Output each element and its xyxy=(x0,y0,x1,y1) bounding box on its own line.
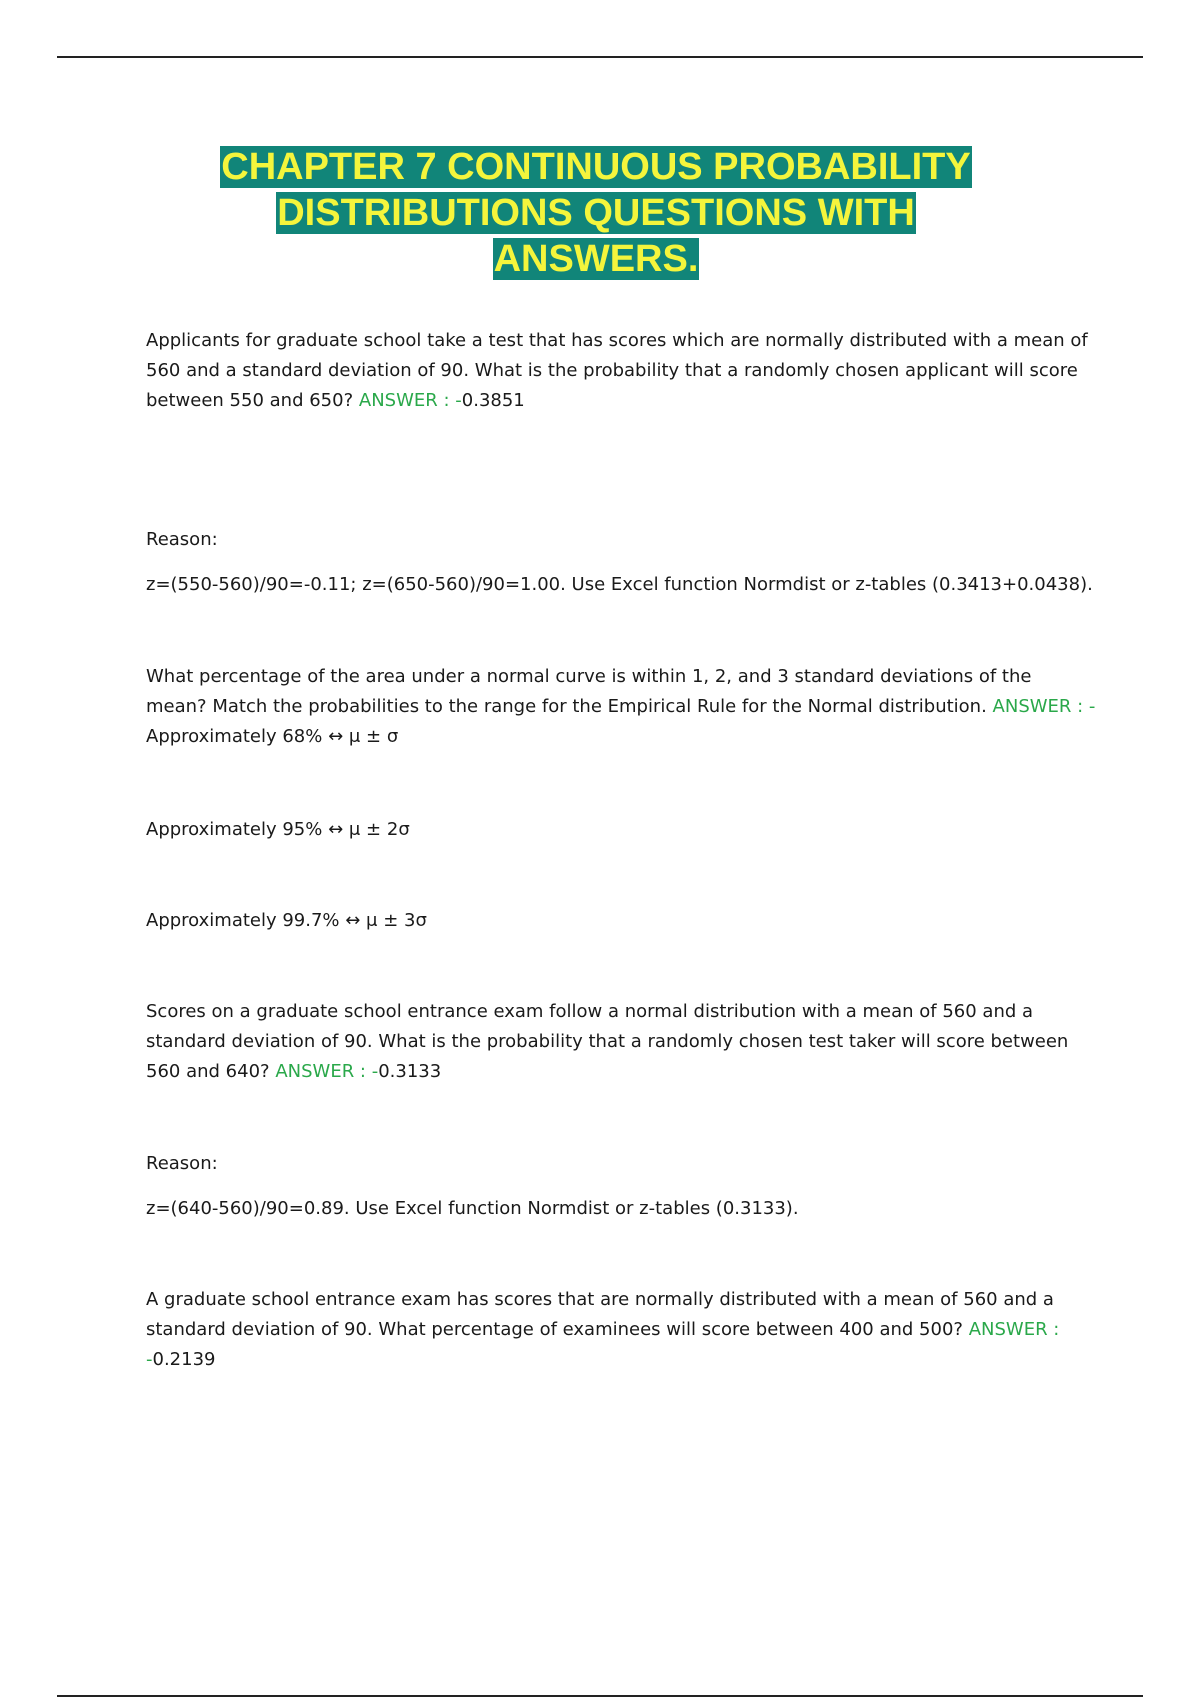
title-line-2: DISTRIBUTIONS QUESTIONS WITH xyxy=(277,192,915,234)
footer-rule xyxy=(57,1695,1143,1697)
question-2-text: What percentage of the area under a normal curve is within 1, 2, and 3 standard deviations of the mean? Match the probabilities to the range for the Empirical Rule for the Normal distribution. xyxy=(146,666,1032,717)
question-4-text: A graduate school entrance exam has scores that are normally distributed with a mean of 560 and a standard deviation of 90. What percentage of examinees will score between 400 and 500? xyxy=(146,1289,1054,1340)
empirical-rule-95: Approximately 95% ↔ μ ± 2σ xyxy=(146,819,410,840)
question-1 xyxy=(146,326,1096,416)
question-4 xyxy=(146,1285,1096,1375)
question-3 xyxy=(146,997,1096,1087)
question-1-text: Applicants for graduate school take a test that has scores which are normally distributed with a mean of 560 and a standard deviation of 90. What is the probability that a randomly chosen applicant will score between 550 and 650? xyxy=(146,330,1088,411)
answer-label: ANSWER : - xyxy=(358,390,462,411)
answer-value: 0.2139 xyxy=(152,1349,216,1370)
answer-value: 0.3851 xyxy=(461,390,525,411)
answer-value: Approximately 68% ↔ μ ± σ xyxy=(146,726,399,747)
title-line-1: CHAPTER 7 CONTINUOUS PROBABILITY xyxy=(221,146,971,188)
reason-label: Reason: xyxy=(146,1153,218,1174)
answer-label: ANSWER : - xyxy=(146,1319,1060,1370)
answer-label: ANSWER : - xyxy=(275,1061,379,1082)
question-2 xyxy=(146,662,1096,752)
document-title xyxy=(146,144,1046,282)
empirical-rule-99-7: Approximately 99.7% ↔ μ ± 3σ xyxy=(146,910,427,931)
header-rule xyxy=(57,56,1143,58)
answer-value: 0.3133 xyxy=(378,1061,442,1082)
reason-label: Reason: xyxy=(146,529,218,550)
title-line-3: ANSWERS. xyxy=(493,238,699,280)
answer-label: ANSWER : - xyxy=(992,696,1096,717)
reason-text: z=(550-560)/90=-0.11; z=(650-560)/90=1.00. Use Excel function Normdist or z-tables (0.3413+0.0438). xyxy=(146,574,1093,595)
reason-text: z=(640-560)/90=0.89. Use Excel function Normdist or z-tables (0.3133). xyxy=(146,1198,799,1219)
question-3-text: Scores on a graduate school entrance exam follow a normal distribution with a mean of 560 and a standard deviation of 90. What is the probability that a randomly chosen test taker will score between 560 and 640? xyxy=(146,1001,1069,1082)
